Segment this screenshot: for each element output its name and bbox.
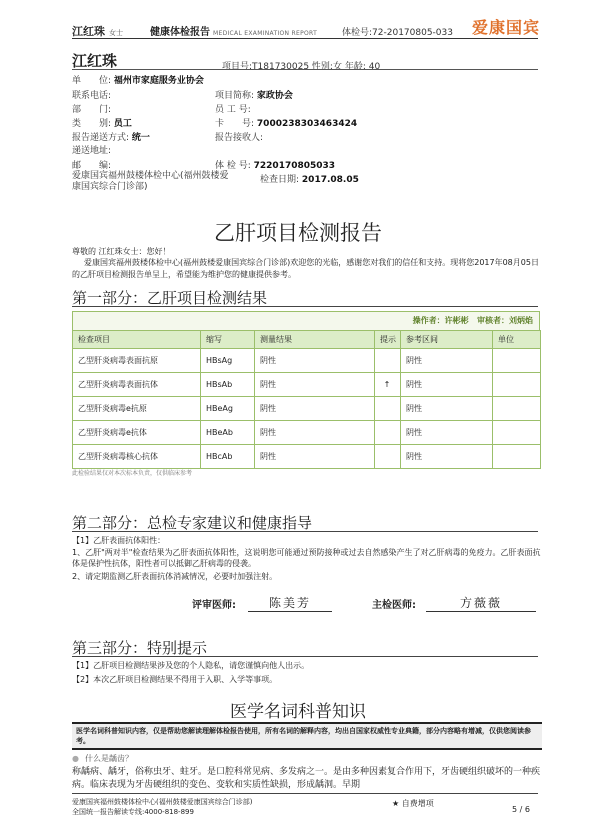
cell-reference: 阴性 [401,373,493,397]
col-header-item: 检查项目 [73,331,201,349]
col-header-reference: 参考区间 [401,331,493,349]
patient-meta: 项目号:T181730025 性别:女 年龄: 40 [222,62,381,72]
field-category: 类 别: 员工 [72,119,132,129]
patient-name: 江红珠 [72,52,118,70]
advice-line-2: 1、乙肝"两对半"检查结果为乙肝表面抗体阳性，这说明您可能通过预防接种或过去自然感染产生了对乙肝病毒的免疫力。乙肝表面抗体是保护性抗体，阳性者可以抵御乙肝病毒的侵袭。 [72,548,541,568]
part2-rule [72,531,538,532]
notice-line-1: 【1】乙肝项目检测结果涉及您的个人隐私，请您谨慎向他人出示。 [72,661,310,670]
field-phone: 联系电话: [72,91,112,101]
cell-reference: 阴性 [401,421,493,445]
cell-item: 乙型肝炎病毒表面抗体 [73,373,201,397]
col-header-abbr: 缩写 [201,331,255,349]
table-row [73,349,541,373]
footer-info: 爱康国宾福州鼓楼体检中心(福州鼓楼爱康国宾综合门诊部) 全国统一报告解读专线:4000-818-899 [72,798,253,816]
part1-title: 第一部分：乙肝项目检测结果 [72,289,268,307]
exam-center-name: 爱康国宾福州鼓楼体检中心(福州鼓楼爱康国宾综合门诊部) [72,171,229,192]
cell-item: 乙型肝炎病毒核心抗体 [73,445,201,469]
reviewer-signature: 陈美芳 [248,594,332,612]
header-patient-name: 江红珠 女士 [72,25,123,38]
reviewer-doctor-label: 评审医师: [192,600,236,611]
footer-divider [72,793,538,794]
glossary-title: 医学名词科普知识 [230,702,366,722]
results-table-wrap [72,311,540,469]
header-exam-no: 体检号:72-20170805-033 [342,28,453,38]
cell-result: 阴性 [255,397,375,421]
results-table [72,330,541,469]
cell-unit [493,421,541,445]
header-salutation: 女士 [109,29,123,37]
brand-logo: 爱康国宾 [472,18,541,37]
cell-reference: 阴性 [401,445,493,469]
cell-reference: 阴性 [401,349,493,373]
results-note: 此检验结果仅对本次标本负责，仅供临床参考 [72,470,193,477]
field-employee-no: 员 工 号: [215,105,251,115]
cell-result: 阴性 [255,349,375,373]
field-delivery-method: 报告递送方式: 统一 [72,133,150,143]
intro-paragraph: 爱康国宾福州鼓楼体检中心(福州鼓楼爱康国宾综合门诊部)欢迎您的光临，感谢您对我们的信任和支持。现将您2017年08月05日的乙肝项目检测报告单呈上，希望能为维护您的健康提供参考。 [72,258,539,279]
field-card-no: 卡 号: 7000238303463424 [215,119,358,129]
cell-result: 阴性 [255,445,375,469]
self-pay-legend: ★ 自费增项 [392,799,434,808]
cell-hint [375,397,401,421]
exam-date: 检查日期: 2017.08.05 [260,175,359,185]
glossary-answer: 称龋病、龋牙，俗称虫牙、蛀牙。是口腔科常见病、多发病之一。是由多种因素复合作用下，牙齿硬组织破坏的一种疾病。临床表现为牙齿硬组织的变色、变软和实质性缺损，形成龋洞。早期 [72,767,541,790]
field-delivery-address: 递送地址: [72,146,112,156]
table-header-row [73,331,541,349]
part3-title: 第三部分：特别提示 [72,639,208,657]
chief-signature: 方薇薇 [426,594,536,612]
cell-hint [375,349,401,373]
field-postcode: 邮 编: [72,161,112,171]
col-header-unit: 单位 [493,331,541,349]
col-header-result: 测量结果 [255,331,375,349]
field-project-short: 项目简称: 家政协会 [215,91,293,101]
col-header-hint: 提示 [375,331,401,349]
chief-doctor-label: 主检医师: [372,600,416,611]
page-number: 5 / 6 [512,805,530,814]
cell-unit [493,373,541,397]
cell-result: 阴性 [255,373,375,397]
report-title: 乙肝项目检测报告 [214,221,382,245]
glossary-question: ● 什么是龋齿？ [72,754,133,763]
cell-abbr: HBeAg [201,397,255,421]
bullet-icon: ● [72,754,79,763]
header-divider [72,38,538,39]
cell-abbr: HBsAb [201,373,255,397]
table-row [73,445,541,469]
operator-bar: 操作者：许彬彬 审核者：刘炳焰 [72,311,540,330]
field-exam-no: 体 检 号: 7220170805033 [215,161,336,171]
cell-abbr: HBcAb [201,445,255,469]
header-report-title: 健康体检报告 MEDICAL EXAMINATION REPORT [150,27,318,38]
table-row [73,373,541,397]
header-report-title-en: MEDICAL EXAMINATION REPORT [213,30,318,37]
advice-line-3: 2、请定期监测乙肝表面抗体消减情况，必要时加强注射。 [72,572,278,581]
cell-hint: ↑ [375,373,401,397]
part2-title: 第二部分：总检专家建议和健康指导 [72,514,313,532]
cell-unit [493,397,541,421]
field-unit: 单 位: 福州市家庭服务业协会 [72,76,204,86]
cell-hint [375,445,401,469]
table-row [73,421,541,445]
part1-rule [72,306,538,307]
cell-hint [375,421,401,445]
advice-line-1: 【1】乙肝表面抗体阳性： [72,536,166,545]
greeting: 尊敬的 江红珠女士：您好！ [72,247,171,256]
cell-item: 乙型肝炎病毒e抗体 [73,421,201,445]
cell-unit [493,445,541,469]
cell-item: 乙型肝炎病毒e抗原 [73,397,201,421]
patient-divider [72,69,538,70]
table-row [73,397,541,421]
part3-rule [72,656,538,657]
cell-item: 乙型肝炎病毒表面抗原 [73,349,201,373]
cell-result: 阴性 [255,421,375,445]
cell-abbr: HBsAg [201,349,255,373]
cell-unit [493,349,541,373]
cell-abbr: HBeAb [201,421,255,445]
glossary-disclaimer: 医学名词科普知识内容，仅是帮助您解读理解体检报告使用，所有名词的解释内容，均出自国家权威性专业典籍，部分内容略有增减，仅供您阅读参考。 [72,722,542,750]
field-department: 部 门: [72,105,112,115]
field-receiver: 报告接收人: [215,133,264,143]
cell-reference: 阴性 [401,397,493,421]
notice-line-2: 【2】本次乙肝项目检测结果不得用于入职、入学等事项。 [72,675,278,684]
